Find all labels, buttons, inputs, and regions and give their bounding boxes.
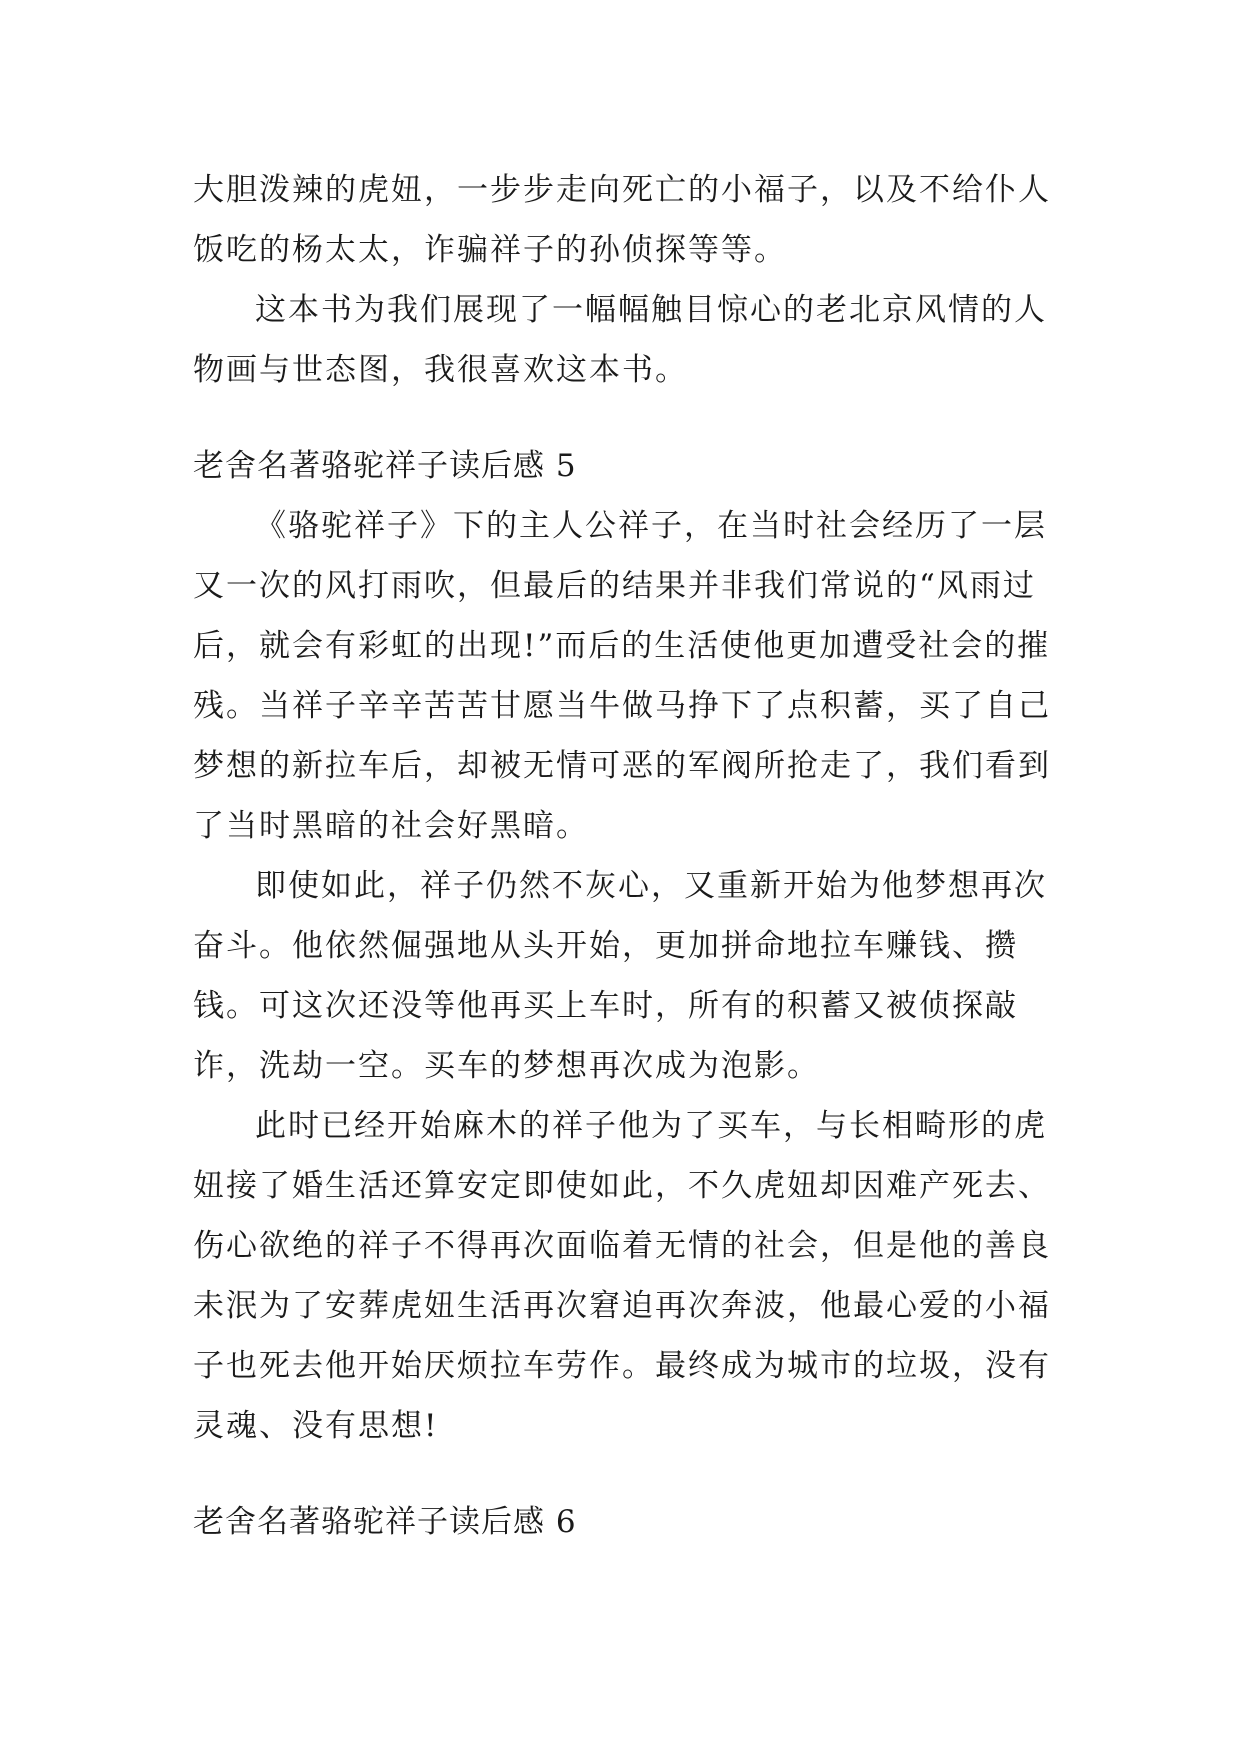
section-heading: 老舍名著骆驼祥子读后感 6: [193, 1504, 577, 1540]
paragraph: 《骆驼祥子》下的主人公祥子，在当时社会经历了一层又一次的风打雨吹，但最后的结果并非我们常说的“风雨过后，就会有彩虹的出现!”而后的生活使他更加遭受社会的摧残。当祥子辛辛苦苦甘愿当牛做马挣下了点积蓄，买了自己梦想的新拉车后，却被无情可恶的军阀所抢走了，我们看到了当时黑暗的社会好黑暗。: [193, 508, 1051, 844]
section-gap: [193, 1456, 1053, 1492]
document-body: [193, 160, 1053, 1552]
paragraph: 大胆泼辣的虎妞，一步步走向死亡的小福子，以及不给仆人饭吃的杨太太，诈骗祥子的孙侦探等等。: [193, 172, 1051, 268]
paragraph: 即使如此，祥子仍然不灰心，又重新开始为他梦想再次奋斗。他依然倔强地从头开始，更加拼命地拉车赚钱、攒钱。可这次还没等他再买上车时，所有的积蓄又被侦探敲诈，洗劫一空。买车的梦想再次成为泡影。: [193, 868, 1047, 1084]
paragraph: 这本书为我们展现了一幅幅触目惊心的老北京风情的人物画与世态图，我很喜欢这本书。: [193, 292, 1047, 388]
section-gap: [193, 400, 1053, 436]
section-heading: 老舍名著骆驼祥子读后感 5: [193, 448, 577, 484]
paragraph: 此时已经开始麻木的祥子他为了买车，与长相畸形的虎妞接了婚生活还算安定即使如此，不久虎妞却因难产死去、伤心欲绝的祥子不得再次面临着无情的社会，但是他的善良未泯为了安葬虎妞生活再次窘迫再次奔波，他最心爱的小福子也死去他开始厌烦拉车劳作。最终成为城市的垃圾，没有灵魂、没有思想!: [193, 1108, 1051, 1444]
